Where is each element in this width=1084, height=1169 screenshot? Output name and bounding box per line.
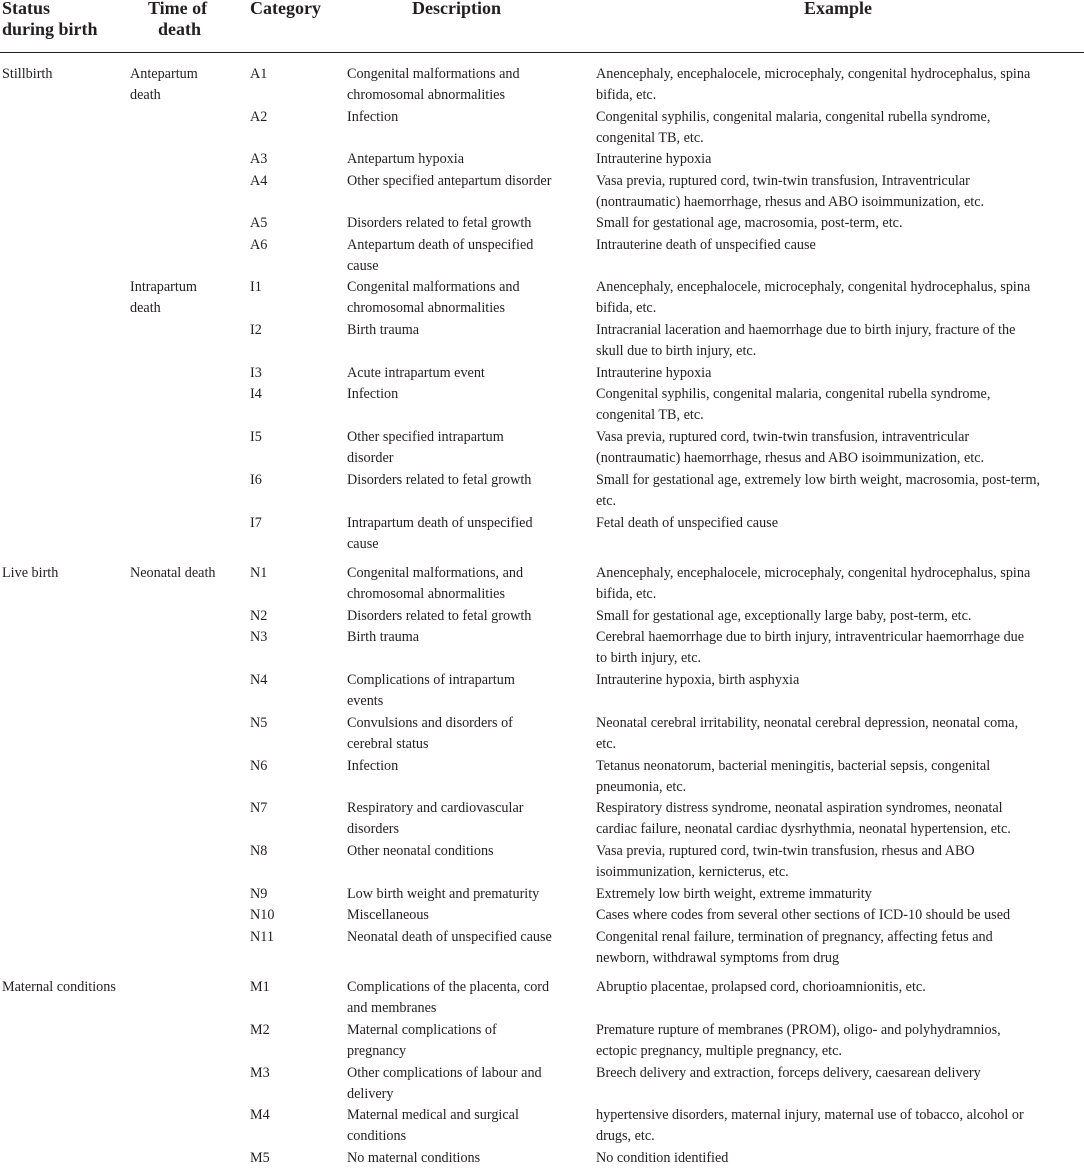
example-line: congenital TB, etc. <box>596 407 704 424</box>
category-description <box>347 798 524 841</box>
category-description <box>347 64 520 107</box>
example-line: Congenital syphilis, congenital malaria, congenital rubella syndrome, <box>596 386 991 402</box>
description-line: Low birth weight and prematurity <box>347 886 540 902</box>
category-code: N2 <box>250 608 268 624</box>
category-code: I2 <box>250 322 262 338</box>
category-code: A2 <box>250 109 268 125</box>
description-line: Intrapartum death of unspecified <box>347 515 533 531</box>
category-description <box>347 713 513 756</box>
category-example <box>596 1063 981 1084</box>
description-line: Birth trauma <box>347 629 420 645</box>
category-description <box>347 149 464 170</box>
category-example <box>596 798 1011 841</box>
category-code: M5 <box>250 1150 270 1166</box>
category-example <box>596 235 816 256</box>
description-line: and membranes <box>347 1000 437 1017</box>
category-example <box>596 277 1030 320</box>
example-line: Anencephaly, encephalocele, microcephaly, congenital hydrocephalus, spina <box>596 565 1031 581</box>
category-example <box>596 905 1010 926</box>
category-description <box>347 213 531 234</box>
description-line: Congenital malformations, and <box>347 565 524 581</box>
description-line: Birth trauma <box>347 322 420 338</box>
example-line: Neonatal cerebral irritability, neonatal cerebral depression, neonatal coma, <box>596 715 1019 731</box>
category-description <box>347 670 515 713</box>
category-example <box>596 64 1030 107</box>
description-line: disorders <box>347 821 400 838</box>
description-line: Other specified intrapartum <box>347 429 504 445</box>
description-line: chromosomal abnormalities <box>347 300 505 317</box>
category-code: I7 <box>250 515 262 531</box>
description-line: Infection <box>347 386 399 402</box>
example-line: No condition identified <box>596 1150 729 1166</box>
example-line: Vasa previa, ruptured cord, twin-twin transfusion, intraventricular <box>596 429 970 445</box>
category-code: N1 <box>250 565 268 581</box>
example-line: bifida, etc. <box>596 586 657 603</box>
category-example <box>596 107 990 150</box>
header-time <box>148 0 207 40</box>
example-line: pneumonia, etc. <box>596 779 687 796</box>
category-description <box>347 171 551 192</box>
example-line: newborn, withdrawal symptoms from drug <box>596 950 840 967</box>
description-line: Neonatal death of unspecified cause <box>347 929 552 945</box>
category-example <box>596 427 984 470</box>
category-code: N11 <box>250 929 274 945</box>
category-description <box>347 927 552 948</box>
example-line: cardiac failure, neonatal cardiac dysrhythmia, neonatal hypertension, etc. <box>596 821 1011 838</box>
example-line: etc. <box>596 736 617 753</box>
example-line: isoimmunization, kernicterus, etc. <box>596 864 789 881</box>
time-neonatal <box>130 563 215 584</box>
description-line: pregnancy <box>347 1043 407 1060</box>
category-example <box>596 320 1015 363</box>
description-line: Antepartum death of unspecified <box>347 237 534 253</box>
example-line: ectopic pregnancy, multiple pregnancy, etc. <box>596 1043 842 1060</box>
description-line: conditions <box>347 1128 407 1145</box>
category-example <box>596 470 1040 513</box>
category-example <box>596 627 1024 670</box>
example-line: Small for gestational age, extremely low birth weight, macrosomia, post-term, <box>596 472 1041 488</box>
header-status <box>2 0 98 40</box>
description-line: No maternal conditions <box>347 1150 481 1166</box>
category-example <box>596 1105 1024 1148</box>
example-line: etc. <box>596 493 617 510</box>
example-line: Intrauterine hypoxia <box>596 365 712 381</box>
example-line: Vasa previa, ruptured cord, twin-twin transfusion, rhesus and ABO <box>596 843 975 859</box>
category-code: N10 <box>250 907 275 923</box>
category-code: N6 <box>250 758 268 774</box>
header-description: Description <box>412 0 501 18</box>
category-example <box>596 670 799 691</box>
header-time-line: Time of <box>148 0 208 18</box>
time-line: death <box>130 300 161 317</box>
description-line: Congenital malformations and <box>347 66 520 82</box>
status-maternal-conditions: Maternal conditions <box>2 979 116 995</box>
category-code: I6 <box>250 472 262 488</box>
header-status-line: Status <box>2 0 51 18</box>
description-line: delivery <box>347 1086 394 1103</box>
example-line: Anencephaly, encephalocele, microcephaly, congenital hydrocephalus, spina <box>596 66 1031 82</box>
example-line: bifida, etc. <box>596 300 657 317</box>
example-line: Intracranial laceration and haemorrhage due to birth injury, fracture of the <box>596 322 1016 338</box>
category-description <box>347 384 398 405</box>
category-code: I4 <box>250 386 262 402</box>
category-code: M1 <box>250 979 270 995</box>
category-description <box>347 563 523 606</box>
category-code: N5 <box>250 715 268 731</box>
example-line: to birth injury, etc. <box>596 650 702 667</box>
time-antepartum <box>130 64 198 107</box>
category-description <box>347 470 531 491</box>
example-line: Extremely low birth weight, extreme immaturity <box>596 886 872 902</box>
category-description <box>347 977 549 1020</box>
category-description <box>347 107 398 128</box>
example-line: Congenital renal failure, termination of pregnancy, affecting fetus and <box>596 929 993 945</box>
description-line: Complications of the placenta, cord <box>347 979 550 995</box>
description-line: Maternal medical and surgical <box>347 1107 519 1123</box>
header-example: Example <box>804 0 873 18</box>
category-example <box>596 1020 1001 1063</box>
time-line: Intrapartum <box>130 279 197 295</box>
description-line: Congenital malformations and <box>347 279 520 295</box>
category-example <box>596 213 903 234</box>
category-code: N8 <box>250 843 268 859</box>
category-description <box>347 606 531 627</box>
header-category: Category <box>250 0 321 18</box>
category-description <box>347 513 533 556</box>
category-example <box>596 756 990 799</box>
description-line: Antepartum hypoxia <box>347 151 465 167</box>
description-line: disorder <box>347 450 394 467</box>
header-rule <box>0 52 1084 53</box>
example-line: drugs, etc. <box>596 1128 655 1145</box>
example-line: (nontraumatic) haemorrhage, rhesus and ABO isoimmunization, etc. <box>596 194 985 211</box>
category-code: M4 <box>250 1107 270 1123</box>
category-code: A6 <box>250 237 268 253</box>
example-line: bifida, etc. <box>596 87 657 104</box>
description-line: Acute intrapartum event <box>347 365 485 381</box>
example-line: (nontraumatic) haemorrhage, rhesus and ABO isoimmunization, etc. <box>596 450 985 467</box>
category-example <box>596 363 711 384</box>
description-line: Other neonatal conditions <box>347 843 494 859</box>
category-code: I1 <box>250 279 262 295</box>
category-description <box>347 1020 497 1063</box>
category-code: M3 <box>250 1065 270 1081</box>
description-line: Other specified antepartum disorder <box>347 173 552 189</box>
example-line: Fetal death of unspecified cause <box>596 515 778 531</box>
category-description <box>347 756 398 777</box>
header-status-line: during birth <box>2 19 98 39</box>
category-description <box>347 363 485 384</box>
example-line: Tetanus neonatorum, bacterial meningitis, bacterial sepsis, congenital <box>596 758 991 774</box>
category-code: I5 <box>250 429 262 445</box>
category-description <box>347 1063 542 1106</box>
time-line: Antepartum <box>130 66 198 82</box>
category-example <box>596 884 872 905</box>
example-line: Premature rupture of membranes (PROM), oligo- and polyhydramnios, <box>596 1022 1001 1038</box>
category-example <box>596 1148 728 1169</box>
description-line: cause <box>347 258 379 275</box>
status-live-birth: Live birth <box>2 565 59 581</box>
description-line: chromosomal abnormalities <box>347 87 505 104</box>
example-line: hypertensive disorders, maternal injury, maternal use of tobacco, alcohol or <box>596 1107 1024 1123</box>
example-line: Cerebral haemorrhage due to birth injury, intraventricular haemorrhage due <box>596 629 1025 645</box>
category-code: M2 <box>250 1022 270 1038</box>
category-example <box>596 713 1018 756</box>
example-line: Small for gestational age, macrosomia, post-term, etc. <box>596 215 903 231</box>
category-example <box>596 977 926 998</box>
example-line: Congenital syphilis, congenital malaria, congenital rubella syndrome, <box>596 109 991 125</box>
header-time-line: death <box>158 19 202 39</box>
example-line: Intrauterine death of unspecified cause <box>596 237 816 253</box>
description-line: Disorders related to fetal growth <box>347 472 532 488</box>
category-code: A3 <box>250 151 268 167</box>
category-example <box>596 384 990 427</box>
description-line: Miscellaneous <box>347 907 429 923</box>
category-example <box>596 606 971 627</box>
example-line: Intrauterine hypoxia, birth asphyxia <box>596 672 800 688</box>
category-description <box>347 627 419 648</box>
description-line: Respiratory and cardiovascular <box>347 800 524 816</box>
category-code: N9 <box>250 886 268 902</box>
time-line: Neonatal death <box>130 565 216 581</box>
description-line: Disorders related to fetal growth <box>347 608 532 624</box>
category-example <box>596 513 778 534</box>
example-line: Vasa previa, ruptured cord, twin-twin transfusion, Intraventricular <box>596 173 970 189</box>
category-example <box>596 927 993 970</box>
category-description <box>347 884 539 905</box>
description-line: Other complications of labour and <box>347 1065 542 1081</box>
category-example <box>596 841 975 884</box>
category-description <box>347 427 504 470</box>
example-line: Breech delivery and extraction, forceps delivery, caesarean delivery <box>596 1065 981 1081</box>
description-line: events <box>347 693 384 710</box>
category-description <box>347 1148 480 1169</box>
category-code: N3 <box>250 629 268 645</box>
status-stillbirth: Stillbirth <box>2 66 53 82</box>
category-description <box>347 1105 519 1148</box>
description-line: Convulsions and disorders of <box>347 715 513 731</box>
time-intrapartum <box>130 277 197 320</box>
category-code: A1 <box>250 66 268 82</box>
category-code: N7 <box>250 800 268 816</box>
description-line: Infection <box>347 758 399 774</box>
category-code: I3 <box>250 365 262 381</box>
description-line: cerebral status <box>347 736 429 753</box>
example-line: Intrauterine hypoxia <box>596 151 712 167</box>
example-line: Respiratory distress syndrome, neonatal aspiration syndromes, neonatal <box>596 800 1003 816</box>
category-code: N4 <box>250 672 268 688</box>
example-line: skull due to birth injury, etc. <box>596 343 757 360</box>
category-example <box>596 563 1030 606</box>
category-code: A4 <box>250 173 268 189</box>
example-line: congenital TB, etc. <box>596 130 704 147</box>
time-line: death <box>130 87 161 104</box>
description-line: Complications of intrapartum <box>347 672 515 688</box>
example-line: Cases where codes from several other sections of ICD-10 should be used <box>596 907 1011 923</box>
example-line: Anencephaly, encephalocele, microcephaly, congenital hydrocephalus, spina <box>596 279 1031 295</box>
category-description <box>347 235 533 278</box>
description-line: cause <box>347 536 379 553</box>
description-line: Maternal complications of <box>347 1022 497 1038</box>
example-line: Abruptio placentae, prolapsed cord, chorioamnionitis, etc. <box>596 979 926 995</box>
example-line: Small for gestational age, exceptionally large baby, post-term, etc. <box>596 608 972 624</box>
category-description <box>347 841 494 862</box>
description-line: Disorders related to fetal growth <box>347 215 532 231</box>
description-line: Infection <box>347 109 399 125</box>
description-line: chromosomal abnormalities <box>347 586 505 603</box>
category-code: A5 <box>250 215 268 231</box>
category-example <box>596 149 711 170</box>
category-description <box>347 320 419 341</box>
category-description <box>347 905 429 926</box>
category-example <box>596 171 984 214</box>
category-description <box>347 277 520 320</box>
